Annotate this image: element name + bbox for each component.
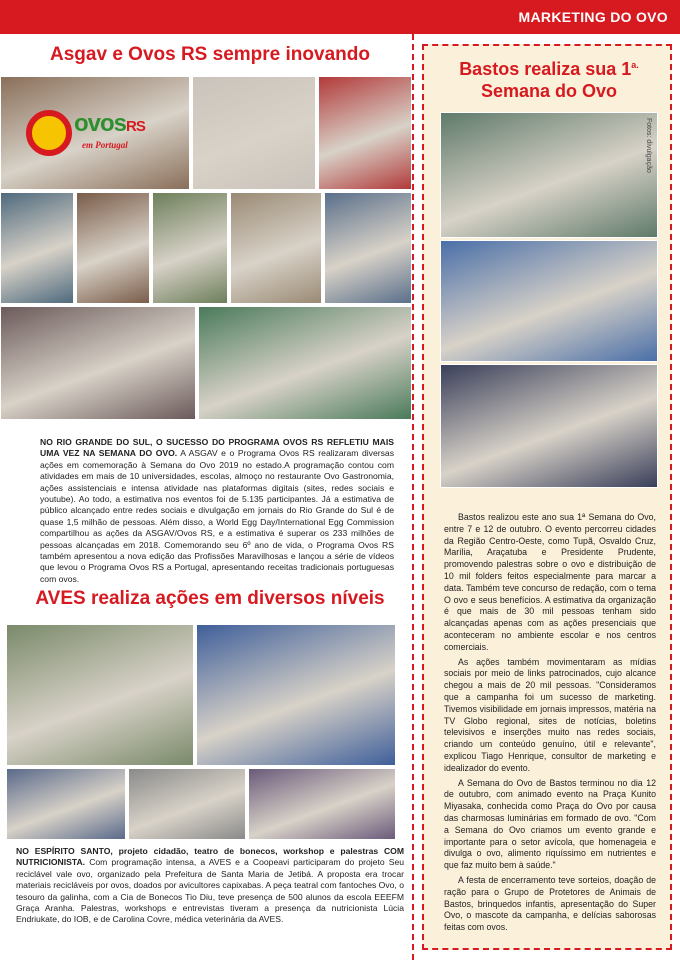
article2-title: AVES realiza ações em diversos níveis: [35, 588, 385, 609]
article3-title-line2: Semana do Ovo: [480, 81, 618, 101]
egg-logo-icon: [26, 110, 72, 156]
photo-kids-5: [324, 192, 412, 304]
photo-street-mascot: [440, 112, 658, 238]
article1-body: [40, 437, 394, 585]
article2-lead: NO ESPÍRITO SANTO, projeto cidadão, teatro de bonecos, workshop e palestras COM NUTRICIONISTA.: [16, 846, 404, 868]
article3-title-sup: a.: [631, 60, 639, 70]
photo-boy-mascot: [318, 76, 412, 190]
photo-group-adults: [0, 306, 196, 420]
article2-body: [16, 846, 404, 926]
article2-text: Com programação intensa, a AVES e a Coopeavi participaram do projeto Seu reciclável vale ovo, organizado pela Prefeitura de Santa Maria de Jetibá. A proposta era trocar materiais recicláveis por ovos, doados por avicultores capixabas. A peça teatral com fantoches Ovo, o tesouro da galinha, com a Cia de Bonecos Tio Diu, teve presença de 500 alunos da escola EEEFM Graça Aranha. Palestras, workshops e entrevistas tiveram a presença da nutricionista Lúcia Endriukate, do IOB, e de Carolina Covre, médica veterinária da AVES.: [16, 857, 405, 925]
photo-audience: [196, 624, 396, 766]
photo-kids-1: [0, 192, 74, 304]
photo-hall-1: [6, 768, 126, 840]
article3-paragraph: A festa de encerramento teve sorteios, doação de ração para o Grupo de Protetores de Animais de Bastos, brinquedos infantis, apresentação do Super Ovo, o mascote da campanha, e delícias saborosas feitas com ovos.: [444, 874, 656, 933]
photo-kids-mascot: [440, 240, 658, 362]
photo-hall-3: [248, 768, 396, 840]
article3-paragraph: Bastos realizou este ano sua 1ª Semana do Ovo, entre 7 e 12 de outubro. O evento percorreu cidades da Região Centro-Oeste, como Tupã, Osvaldo Cruz, Marília, Araçatuba e Presidente Prudente, promovendo palestras sobre o ovo e distribuição de 10 mil folders feitos especialmente para marcar a data. Também teve concurso de redação, com o tema O ovo e seus benefícios. A estimativa da organização é que mais de 30 mil pessoas tenham sido alcançadas apenas com as ações presenciais que aconteceram no ambiente escolar e nos centros comerciais.: [444, 512, 656, 652]
article3-body: [444, 512, 656, 937]
section-header-bar: [0, 0, 680, 34]
section-tag: MARKETING DO OVO: [518, 9, 668, 25]
photo-kids-4: [230, 192, 322, 304]
article1-text: A ASGAV e o Programa Ovos RS realizaram diversas ações em comemoração à Semana do Ovo 2019 no estado.A programação contou com atividades em mais de 10 universidades, escolas, almoço no restaurante Ovo Gastronomia, ações assistenciais e intensa atividade nas plataformas digitais (sites, redes sociais e youtube). Ao todo, a estimativa nos eventos foi de 5.135 participantes. Já a estimativa de público alcançado entre redes sociais e divulgação em jornais do Rio Grande do Sul é de quase 1,5 milhão de pessoas. Além disso, a World Egg Day/International Egg Commission compartilhou as ações da ASGAV/Ovos RS, e a estimativa é superar os 233 milhões de pessoas alcançadas em 2018. Comemorando seu 6º ano de vida, o Programa Ovos RS também apresentou a nova edição das Profissões Maravilhosas e lançou a série de vídeos que levou o Programa Ovos RS a Portugal, apresentando receitas tradicionais portuguesas com ovos.: [40, 448, 394, 584]
photo-kids-2: [76, 192, 150, 304]
photo-chef: [192, 76, 316, 190]
photo-group-outdoor: [6, 624, 194, 766]
photo-credit: Fotos: divulgação: [645, 118, 652, 173]
photo-group-kids: [198, 306, 412, 420]
photo-kids-3: [152, 192, 228, 304]
article1-lead: NO RIO GRANDE DO SUL, O SUCESSO DO PROGRAMA OVOS RS REFLETIU MAIS UMA VEZ NA SEMANA DO OVO.: [40, 437, 394, 459]
column-divider: [412, 34, 414, 960]
ovos-rs-logo: [26, 106, 146, 162]
article1-title: Asgav e Ovos RS sempre inovando: [50, 44, 370, 65]
photo-hall-2: [128, 768, 246, 840]
logo-subtitle: em Portugal: [82, 140, 128, 150]
article3-title-line1: Bastos realiza sua 1: [459, 59, 632, 79]
photo-night-event: [440, 364, 658, 488]
article3-paragraph: A Semana do Ovo de Bastos terminou no dia 12 de outubro, com animado evento na Praça Kunito Miyasaka, conhecida como Praça do Ovo por causa das charmosas luminárias em formado de ovo. "Com a Semana do Ovo criamos um evento grande e importante para o setor avícola, que homenageia e divulga o ovo, alimento riquíssimo em nutrientes e que faz muito bem à saúde.": [444, 777, 656, 871]
article3-title: [426, 54, 672, 102]
article3-paragraph: As ações também movimentaram as mídias sociais por meio de links patrocinados, cujo alcance chegou a mais de 20 mil pessoas. "Consideramos que a campanha foi um sucesso de marketing. Tivemos visibilidade em jornais impressos, matéria na TV Globo regional, sites de notícias, boletins televisivos e inserções muito nas redes sociais, criando um conteúdo genuíno, útil e relevante", explicou Tiago Henrique, consultor de marketing e idealizador do evento.: [444, 656, 656, 773]
logo-text: ovosRS: [74, 110, 145, 137]
logo-suffix: RS: [126, 118, 145, 135]
